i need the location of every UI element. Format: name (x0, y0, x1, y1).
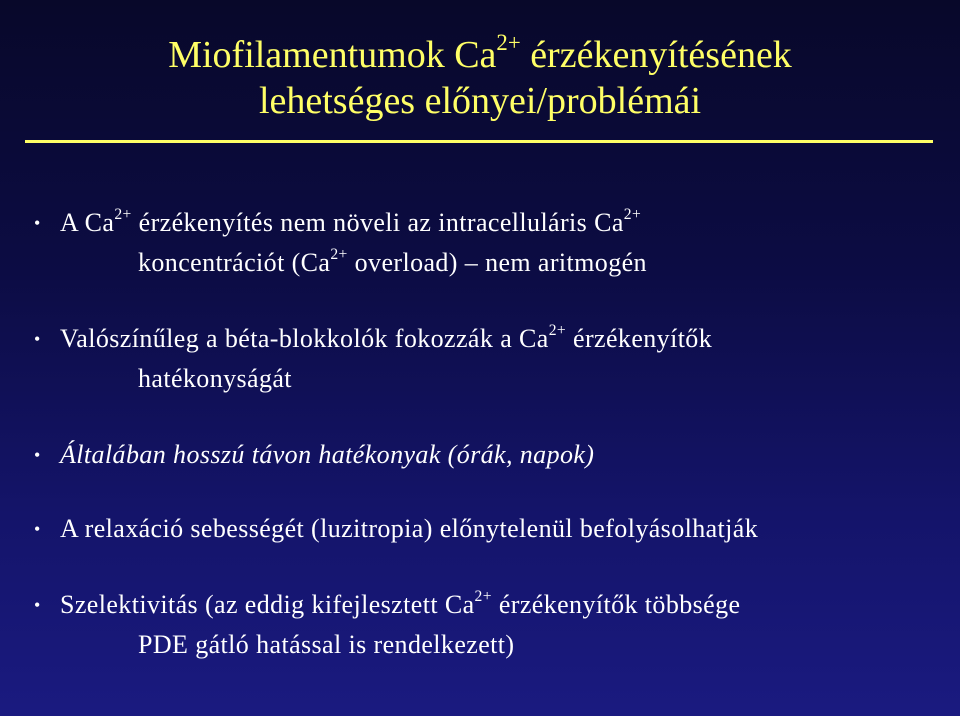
bullet-item-1 (34, 203, 932, 283)
word: $Ca^{2+}$ (84, 206, 132, 237)
bullet-line: hatékonyságát (138, 364, 292, 393)
title-superscript: 2+ (496, 29, 521, 55)
title-text: érzékenyítésének (520, 34, 792, 76)
word: érzékenyítők (573, 324, 713, 353)
word: fokozzák (394, 324, 494, 353)
title-text: Miofilamentumok Ca (168, 34, 497, 76)
bullet-line: A relaxáció sebességét (luzitropia) előnytelenül befolyásolhatják (60, 514, 759, 543)
word: a (206, 324, 218, 353)
bullet-dot-icon: • (34, 445, 41, 465)
word: a (500, 324, 513, 353)
bullet-line: koncentrációt ($Ca^{2+}$ overload) – nem aritmogén (138, 246, 647, 277)
word: $Ca^{2+}$ (519, 322, 567, 353)
word: nem (280, 208, 327, 237)
bullet-item-4 (34, 509, 932, 549)
word: $Ca^{2+}$ (594, 206, 642, 237)
bullet-dot-icon: • (34, 213, 41, 233)
title-divider (25, 140, 933, 143)
bullet-item-5 (34, 585, 932, 665)
bullet-line: Általában hosszú távon hatékonyak (órák, napok) (60, 440, 595, 469)
title-line-2: lehetséges előnyei/problémái (258, 80, 702, 122)
bullet-line: Szelektivitás (az eddig kifejlesztett $Ca^{2+}$ érzékenyítők többsége (60, 588, 741, 619)
word: az (407, 208, 432, 237)
word: intracelluláris (438, 208, 588, 237)
title-line-1 (0, 29, 960, 78)
word: A (60, 208, 78, 237)
bullet-line: PDE gátló hatással is rendelkezett) (138, 630, 515, 659)
bullet-item-2 (34, 319, 932, 399)
bullet-line (34, 203, 932, 243)
word: növeli (333, 208, 401, 237)
bullet-dot-icon: • (34, 595, 41, 615)
bullet-line (34, 319, 932, 359)
bullet-item-3 (34, 435, 932, 475)
slide-title (0, 29, 960, 124)
bullet-dot-icon: • (34, 519, 41, 539)
word: érzékenyítés (138, 208, 274, 237)
bullet-dot-icon: • (34, 329, 41, 349)
word: Valószínűleg (60, 324, 200, 353)
word: béta-blokkolók (224, 324, 388, 353)
